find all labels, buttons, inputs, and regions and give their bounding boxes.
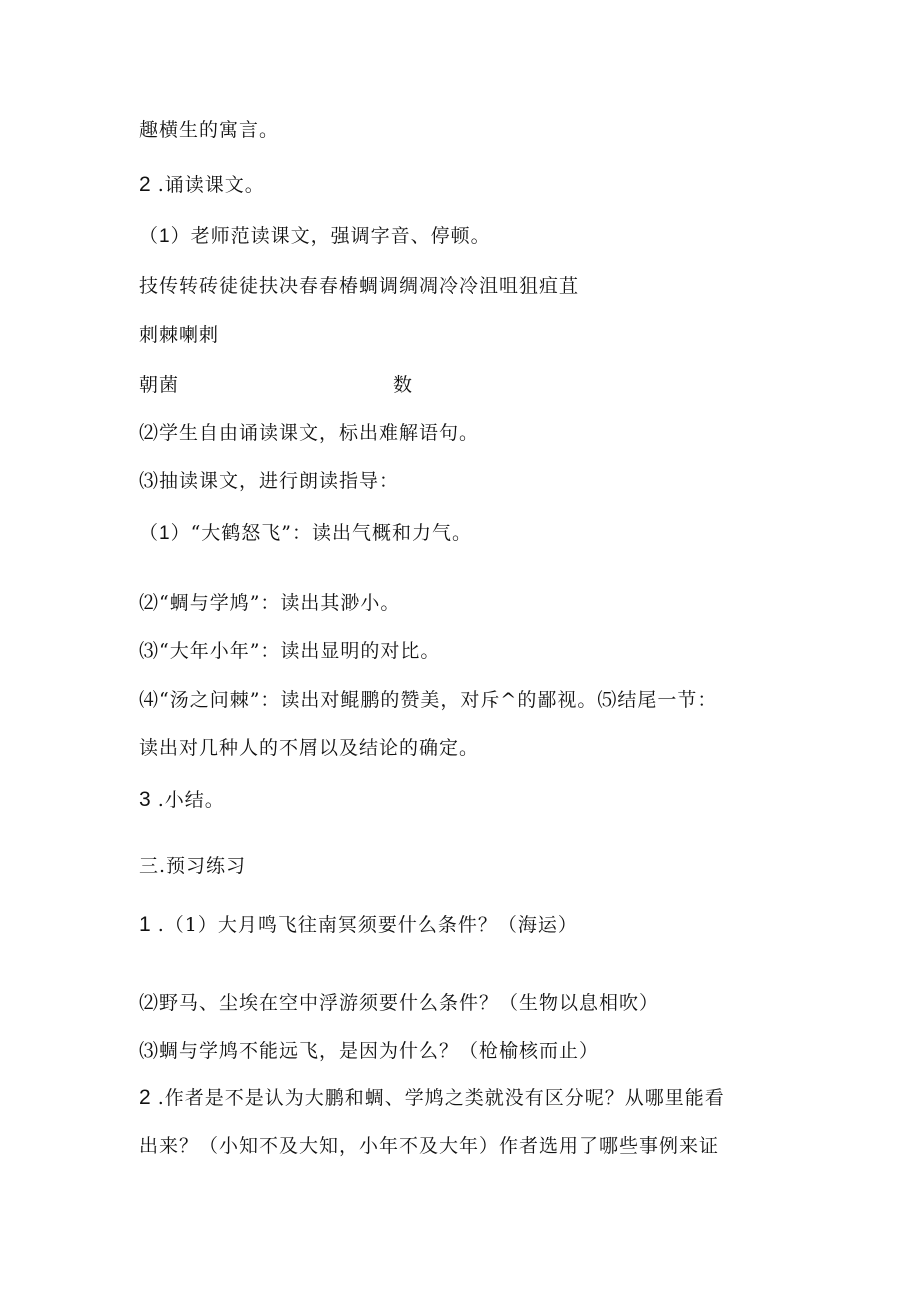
line-text: 技传转砖徒徒扶决春春椿蜩调绸凋冷冷沮咀狙疽苴 bbox=[139, 275, 580, 297]
text-line bbox=[139, 590, 400, 616]
line-text: .作者是不是认为大鹏和蜩、学鸠之类就没有区分呢？从哪里能看 bbox=[157, 1087, 725, 1109]
item-number: 3 bbox=[139, 788, 151, 811]
line-text: 数 bbox=[393, 374, 414, 396]
text-line bbox=[139, 1038, 599, 1064]
text-line bbox=[139, 687, 717, 713]
line-text: 趣横生的寓言。 bbox=[139, 119, 280, 141]
line-text: 刺棘喇剌 bbox=[139, 324, 220, 346]
item-number: 1 bbox=[139, 913, 151, 936]
line-text: ⑶抽读课文，进行朗读指导： bbox=[139, 470, 400, 492]
text-line bbox=[139, 638, 440, 664]
section-heading bbox=[139, 172, 265, 198]
text-line bbox=[139, 1133, 719, 1159]
item-number: （1） bbox=[139, 523, 191, 544]
line-text: ⑵“蜩与学鸠”：读出其渺小。 bbox=[139, 592, 401, 614]
text-line bbox=[139, 468, 399, 494]
text-line bbox=[139, 1085, 725, 1111]
text-line bbox=[139, 420, 479, 446]
item-number: 2 bbox=[139, 173, 151, 196]
text-line bbox=[139, 990, 659, 1016]
item-number: 2 bbox=[139, 1086, 151, 1109]
line-text: .（1）大月鸣飞往南冥须要什么条件？（海运） bbox=[157, 914, 578, 936]
line-text: 出来？（小知不及大知，小年不及大年）作者选用了哪些事例来证 bbox=[139, 1135, 720, 1157]
text-line bbox=[139, 735, 479, 761]
character-list bbox=[139, 273, 579, 299]
line-text: ⑵野马、尘埃在空中浮游须要什么条件？（生物以息相吹） bbox=[139, 992, 660, 1014]
text-line bbox=[139, 912, 578, 938]
line-text: ⑵学生自由诵读课文，标出难解语句。 bbox=[139, 422, 480, 444]
line-text: “大鹤怒飞”：读出气概和力气。 bbox=[190, 522, 473, 544]
character-list bbox=[139, 372, 413, 398]
line-text: ⑶蜩与学鸠不能远飞，是因为什么？（枪榆核而止） bbox=[139, 1040, 600, 1062]
item-number: （1） bbox=[139, 226, 191, 247]
line-text: 朝菌 bbox=[139, 374, 180, 396]
section-heading bbox=[139, 853, 246, 879]
line-text: 老师范读课文，强调字音、停顿。 bbox=[190, 225, 491, 247]
line-text: 读出对几种人的不屑以及结论的确定。 bbox=[139, 737, 480, 759]
character-list bbox=[139, 322, 219, 348]
heading-text: 三.预习练习 bbox=[139, 855, 247, 877]
line-text: ⑶“大年小年”：读出显明的对比。 bbox=[139, 640, 441, 662]
text-line bbox=[139, 223, 491, 250]
line-text: ⑷“汤之问棘”：读出对鲲鹏的赞美，对斥^的鄙视。⑸结尾一节： bbox=[139, 689, 718, 711]
text-line bbox=[139, 117, 279, 143]
section-heading bbox=[139, 787, 225, 813]
heading-text: .诵读课文。 bbox=[157, 174, 265, 196]
text-line bbox=[139, 520, 472, 547]
heading-text: .小结。 bbox=[157, 789, 225, 811]
